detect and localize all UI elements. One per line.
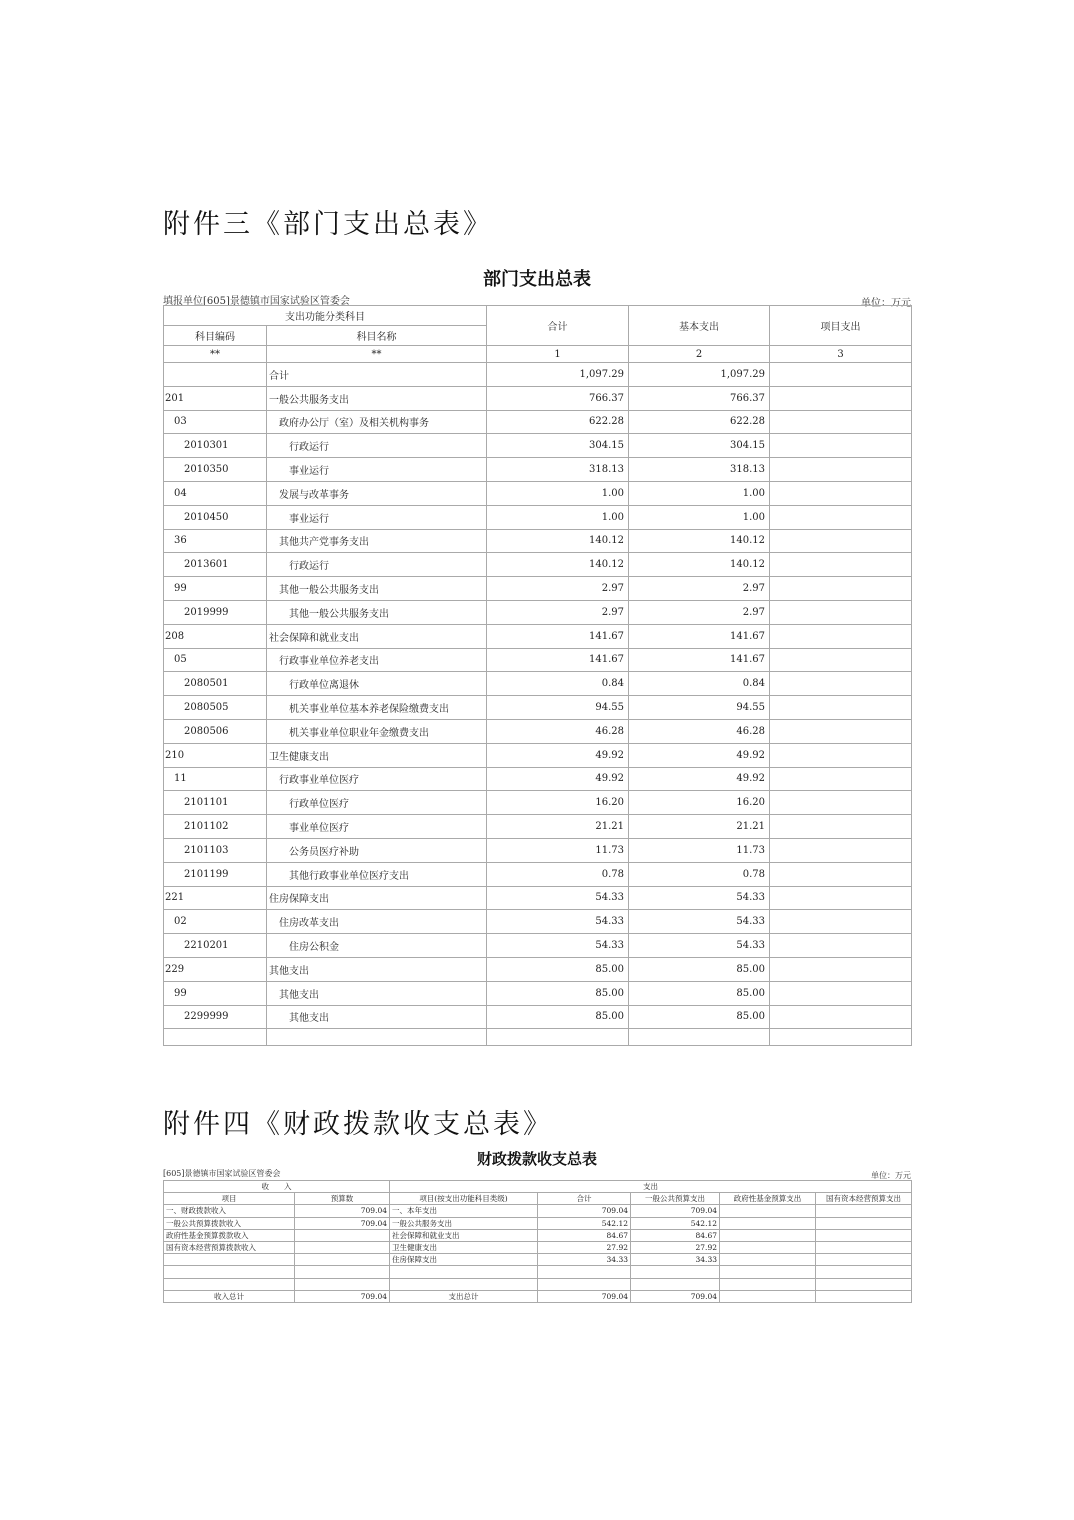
basic-value: 1.00 [629,505,770,529]
income-amount [295,1254,390,1266]
project-value [770,624,912,648]
project-value [770,481,912,505]
subject-code: 2299999 [164,1005,267,1029]
subject-code: 208 [164,624,267,648]
project-value [770,672,912,696]
index-cell: 3 [770,346,912,363]
blank-cell [295,1278,390,1290]
project-value [770,648,912,672]
blank-cell [538,1278,631,1290]
table-row [164,838,912,862]
fiscal-appropriation-table [163,1180,912,1303]
index-cell: ** [267,346,487,363]
table-row [164,672,912,696]
expense-state [816,1229,912,1241]
total-value: 49.92 [487,743,629,767]
expense-item: 住房保障支出 [390,1254,538,1266]
project-value [770,1005,912,1029]
basic-value: 318.13 [629,458,770,482]
basic-value: 49.92 [629,767,770,791]
basic-value: 54.33 [629,910,770,934]
index-cell: ** [164,346,267,363]
expense-general: 27.92 [631,1241,720,1253]
header-total: 合计 [487,306,629,346]
total-value: 304.15 [487,434,629,458]
subject-name: 住房保障支出 [267,886,487,910]
total-value: 0.84 [487,672,629,696]
subject-code: 2010301 [164,434,267,458]
total-value: 622.28 [487,410,629,434]
total-value: 94.55 [487,696,629,720]
section2-heading: 附件四《财政拨款收支总表》 [163,1109,553,1140]
project-value [770,458,912,482]
table-row [164,862,912,886]
blank-cell [390,1278,538,1290]
basic-value: 1.00 [629,481,770,505]
income-amount: 709.04 [295,1217,390,1229]
income-item: 政府性基金预算拨款收入 [164,1229,295,1241]
table-row [164,1254,912,1266]
subject-name: 行政单位医疗 [267,791,487,815]
basic-value: 622.28 [629,410,770,434]
expense-general: 84.67 [631,1229,720,1241]
expense-item: 一般公共服务支出 [390,1217,538,1229]
project-value [770,553,912,577]
basic-value: 1,097.29 [629,363,770,387]
income-item [164,1254,295,1266]
total-value: 1.00 [487,481,629,505]
project-value [770,577,912,601]
subject-code: 05 [164,648,267,672]
table-row [164,553,912,577]
subject-name: 其他共产党事务支出 [267,529,487,553]
subject-code: 11 [164,767,267,791]
basic-value: 0.84 [629,672,770,696]
blank-cell [631,1266,720,1278]
table-row [164,981,912,1005]
footer-in-label: 收入总计 [164,1290,295,1302]
subject-code: 210 [164,743,267,767]
project-value [770,981,912,1005]
header-basic: 基本支出 [629,306,770,346]
subject-name: 卫生健康支出 [267,743,487,767]
header-total: 合计 [538,1193,631,1205]
section2-unit-left: [605]景德镇市国家试验区管委会 [163,1169,281,1178]
blank-cell [720,1266,816,1278]
subject-code: 2210201 [164,934,267,958]
blank-cell [267,1029,487,1046]
project-value [770,696,912,720]
header-exp-item: 项目(按支出功能科目类级) [390,1193,538,1205]
subject-code [164,363,267,387]
blank-row [164,1029,912,1046]
basic-value: 766.37 [629,386,770,410]
header-general: 一般公共预算支出 [631,1193,720,1205]
subject-code: 221 [164,886,267,910]
expense-fund [720,1229,816,1241]
table-row [164,600,912,624]
blank-cell [164,1266,295,1278]
total-value: 140.12 [487,529,629,553]
subject-name: 事业运行 [267,505,487,529]
project-value [770,410,912,434]
subject-name: 行政单位离退休 [267,672,487,696]
basic-value: 140.12 [629,529,770,553]
project-value [770,363,912,387]
basic-value: 94.55 [629,696,770,720]
section1-table-title: 部门支出总表 [483,269,591,290]
table-row [164,434,912,458]
footer-out-state [816,1290,912,1302]
subject-name: 发展与改革事务 [267,481,487,505]
table-row [164,577,912,601]
project-value [770,719,912,743]
table-row [164,1005,912,1029]
subject-code: 36 [164,529,267,553]
expense-fund [720,1205,816,1217]
total-value: 46.28 [487,719,629,743]
expense-total: 34.33 [538,1254,631,1266]
blank-cell [164,1029,267,1046]
subject-code: 229 [164,957,267,981]
total-value: 85.00 [487,957,629,981]
subject-name: 其他一般公共服务支出 [267,600,487,624]
subject-code: 04 [164,481,267,505]
income-amount: 709.04 [295,1205,390,1217]
subject-code: 99 [164,981,267,1005]
basic-value: 2.97 [629,600,770,624]
subject-name: 其他一般公共服务支出 [267,577,487,601]
subject-code: 2013601 [164,553,267,577]
project-value [770,791,912,815]
blank-cell [629,1029,770,1046]
header-income: 收 入 [164,1181,390,1193]
total-value: 16.20 [487,791,629,815]
project-value [770,862,912,886]
subject-code: 2101199 [164,862,267,886]
expense-item: 社会保障和就业支出 [390,1229,538,1241]
section2-unit-right: 单位：万元 [871,1171,911,1180]
subject-code: 2080505 [164,696,267,720]
blank-cell [487,1029,629,1046]
subject-name: 政府办公厅（室）及相关机构事务 [267,410,487,434]
project-value [770,505,912,529]
table-row [164,791,912,815]
index-row [164,346,912,363]
basic-value: 49.92 [629,743,770,767]
subject-code: 2080501 [164,672,267,696]
total-value: 54.33 [487,934,629,958]
project-value [770,386,912,410]
header-budget: 预算数 [295,1193,390,1205]
project-value [770,815,912,839]
total-value: 1.00 [487,505,629,529]
header-name: 科目名称 [267,326,487,346]
expense-fund [720,1254,816,1266]
subject-code: 2010350 [164,458,267,482]
expense-total: 84.67 [538,1229,631,1241]
expense-general: 542.12 [631,1217,720,1229]
subject-name: 机关事业单位基本养老保险缴费支出 [267,696,487,720]
expense-summary-table [163,305,912,1046]
basic-value: 85.00 [629,957,770,981]
total-value: 2.97 [487,577,629,601]
footer-out-total: 709.04 [538,1290,631,1302]
header-item: 项目 [164,1193,295,1205]
blank-cell [816,1266,912,1278]
basic-value: 85.00 [629,1005,770,1029]
subject-code: 2101101 [164,791,267,815]
expense-general: 709.04 [631,1205,720,1217]
subject-code: 201 [164,386,267,410]
subject-name: 行政事业单位养老支出 [267,648,487,672]
section1-heading: 附件三《部门支出总表》 [163,209,493,240]
basic-value: 2.97 [629,577,770,601]
total-value: 54.33 [487,886,629,910]
total-value: 2.97 [487,600,629,624]
expense-state [816,1241,912,1253]
total-value: 141.67 [487,624,629,648]
table-row [164,1241,912,1253]
project-value [770,886,912,910]
blank-cell [538,1266,631,1278]
subject-name: 合计 [267,363,487,387]
subject-code: 2080506 [164,719,267,743]
expense-state [816,1205,912,1217]
basic-value: 141.67 [629,624,770,648]
table-row [164,719,912,743]
header-state: 国有资本经营预算支出 [816,1193,912,1205]
table-row [164,815,912,839]
project-value [770,434,912,458]
expense-total: 709.04 [538,1205,631,1217]
income-item: 国有资本经营预算拨款收入 [164,1241,295,1253]
basic-value: 0.78 [629,862,770,886]
table-row [164,529,912,553]
subject-code: 2101102 [164,815,267,839]
total-value: 141.67 [487,648,629,672]
table-row [164,1205,912,1217]
total-value: 85.00 [487,981,629,1005]
total-value: 85.00 [487,1005,629,1029]
index-cell: 1 [487,346,629,363]
blank-row [164,1266,912,1278]
basic-value: 16.20 [629,791,770,815]
table-row [164,1229,912,1241]
footer-out-fund [720,1290,816,1302]
header-fund: 政府性基金预算支出 [720,1193,816,1205]
blank-cell [631,1278,720,1290]
basic-value: 141.67 [629,648,770,672]
header-expense: 支出 [390,1181,912,1193]
subject-code: 2101103 [164,838,267,862]
basic-value: 85.00 [629,981,770,1005]
section1-unit-right: 单位：万元 [861,298,911,309]
subject-code: 99 [164,577,267,601]
subject-name: 其他行政事业单位医疗支出 [267,862,487,886]
total-value: 49.92 [487,767,629,791]
total-value: 54.33 [487,910,629,934]
subject-name: 其他支出 [267,1005,487,1029]
project-value [770,910,912,934]
total-value: 1,097.29 [487,363,629,387]
basic-value: 140.12 [629,553,770,577]
table-row [164,910,912,934]
total-value: 21.21 [487,815,629,839]
blank-cell [720,1278,816,1290]
income-item: 一般公共预算拨款收入 [164,1217,295,1229]
project-value [770,743,912,767]
project-value [770,838,912,862]
project-value [770,934,912,958]
income-amount [295,1229,390,1241]
subject-name: 行政运行 [267,434,487,458]
income-amount [295,1241,390,1253]
total-value: 766.37 [487,386,629,410]
total-value: 140.12 [487,553,629,577]
income-item: 一、财政拨款收入 [164,1205,295,1217]
expense-state [816,1254,912,1266]
subject-name: 机关事业单位职业年金缴费支出 [267,719,487,743]
blank-cell [295,1266,390,1278]
basic-value: 46.28 [629,719,770,743]
subject-name: 住房公积金 [267,934,487,958]
expense-item: 卫生健康支出 [390,1241,538,1253]
basic-value: 304.15 [629,434,770,458]
table-row [164,648,912,672]
blank-cell [816,1278,912,1290]
subject-code: 02 [164,910,267,934]
expense-item: 一、本年支出 [390,1205,538,1217]
section1-unit-left: 填报单位[605]景德镇市国家试验区管委会 [163,296,350,307]
table-row [164,363,912,387]
project-value [770,600,912,624]
table-row [164,481,912,505]
section2-table-title: 财政拨款收支总表 [476,1150,597,1168]
blank-row [164,1278,912,1290]
header-project: 项目支出 [770,306,912,346]
table-row [164,767,912,791]
project-value [770,767,912,791]
subject-name: 事业单位医疗 [267,815,487,839]
table-row [164,410,912,434]
total-value: 318.13 [487,458,629,482]
footer-out-label: 支出总计 [390,1290,538,1302]
project-value [770,957,912,981]
total-value: 0.78 [487,862,629,886]
subject-name: 公务员医疗补助 [267,838,487,862]
index-cell: 2 [629,346,770,363]
blank-cell [770,1029,912,1046]
subject-name: 住房改革支出 [267,910,487,934]
table-row [164,505,912,529]
subject-name: 行政事业单位医疗 [267,767,487,791]
total-value: 11.73 [487,838,629,862]
basic-value: 21.21 [629,815,770,839]
basic-value: 54.33 [629,934,770,958]
table-row [164,458,912,482]
expense-total: 27.92 [538,1241,631,1253]
expense-total: 542.12 [538,1217,631,1229]
table-row [164,957,912,981]
project-value [770,529,912,553]
table-row [164,743,912,767]
subject-name: 其他支出 [267,981,487,1005]
basic-value: 11.73 [629,838,770,862]
blank-cell [390,1266,538,1278]
header-group: 支出功能分类科目 [164,306,487,326]
subject-name: 行政运行 [267,553,487,577]
subject-code: 2019999 [164,600,267,624]
subject-name: 社会保障和就业支出 [267,624,487,648]
table-row [164,624,912,648]
expense-general: 34.33 [631,1254,720,1266]
subject-code: 2010450 [164,505,267,529]
header-code: 科目编码 [164,326,267,346]
footer-out-general: 709.04 [631,1290,720,1302]
total-row [164,1290,912,1302]
expense-fund [720,1241,816,1253]
subject-code: 03 [164,410,267,434]
subject-name: 其他支出 [267,957,487,981]
expense-state [816,1217,912,1229]
subject-name: 事业运行 [267,458,487,482]
table-row [164,386,912,410]
expense-fund [720,1217,816,1229]
table-row [164,934,912,958]
blank-cell [164,1278,295,1290]
footer-in-amount: 709.04 [295,1290,390,1302]
basic-value: 54.33 [629,886,770,910]
subject-name: 一般公共服务支出 [267,386,487,410]
table-row [164,696,912,720]
table-row [164,886,912,910]
table-row [164,1217,912,1229]
